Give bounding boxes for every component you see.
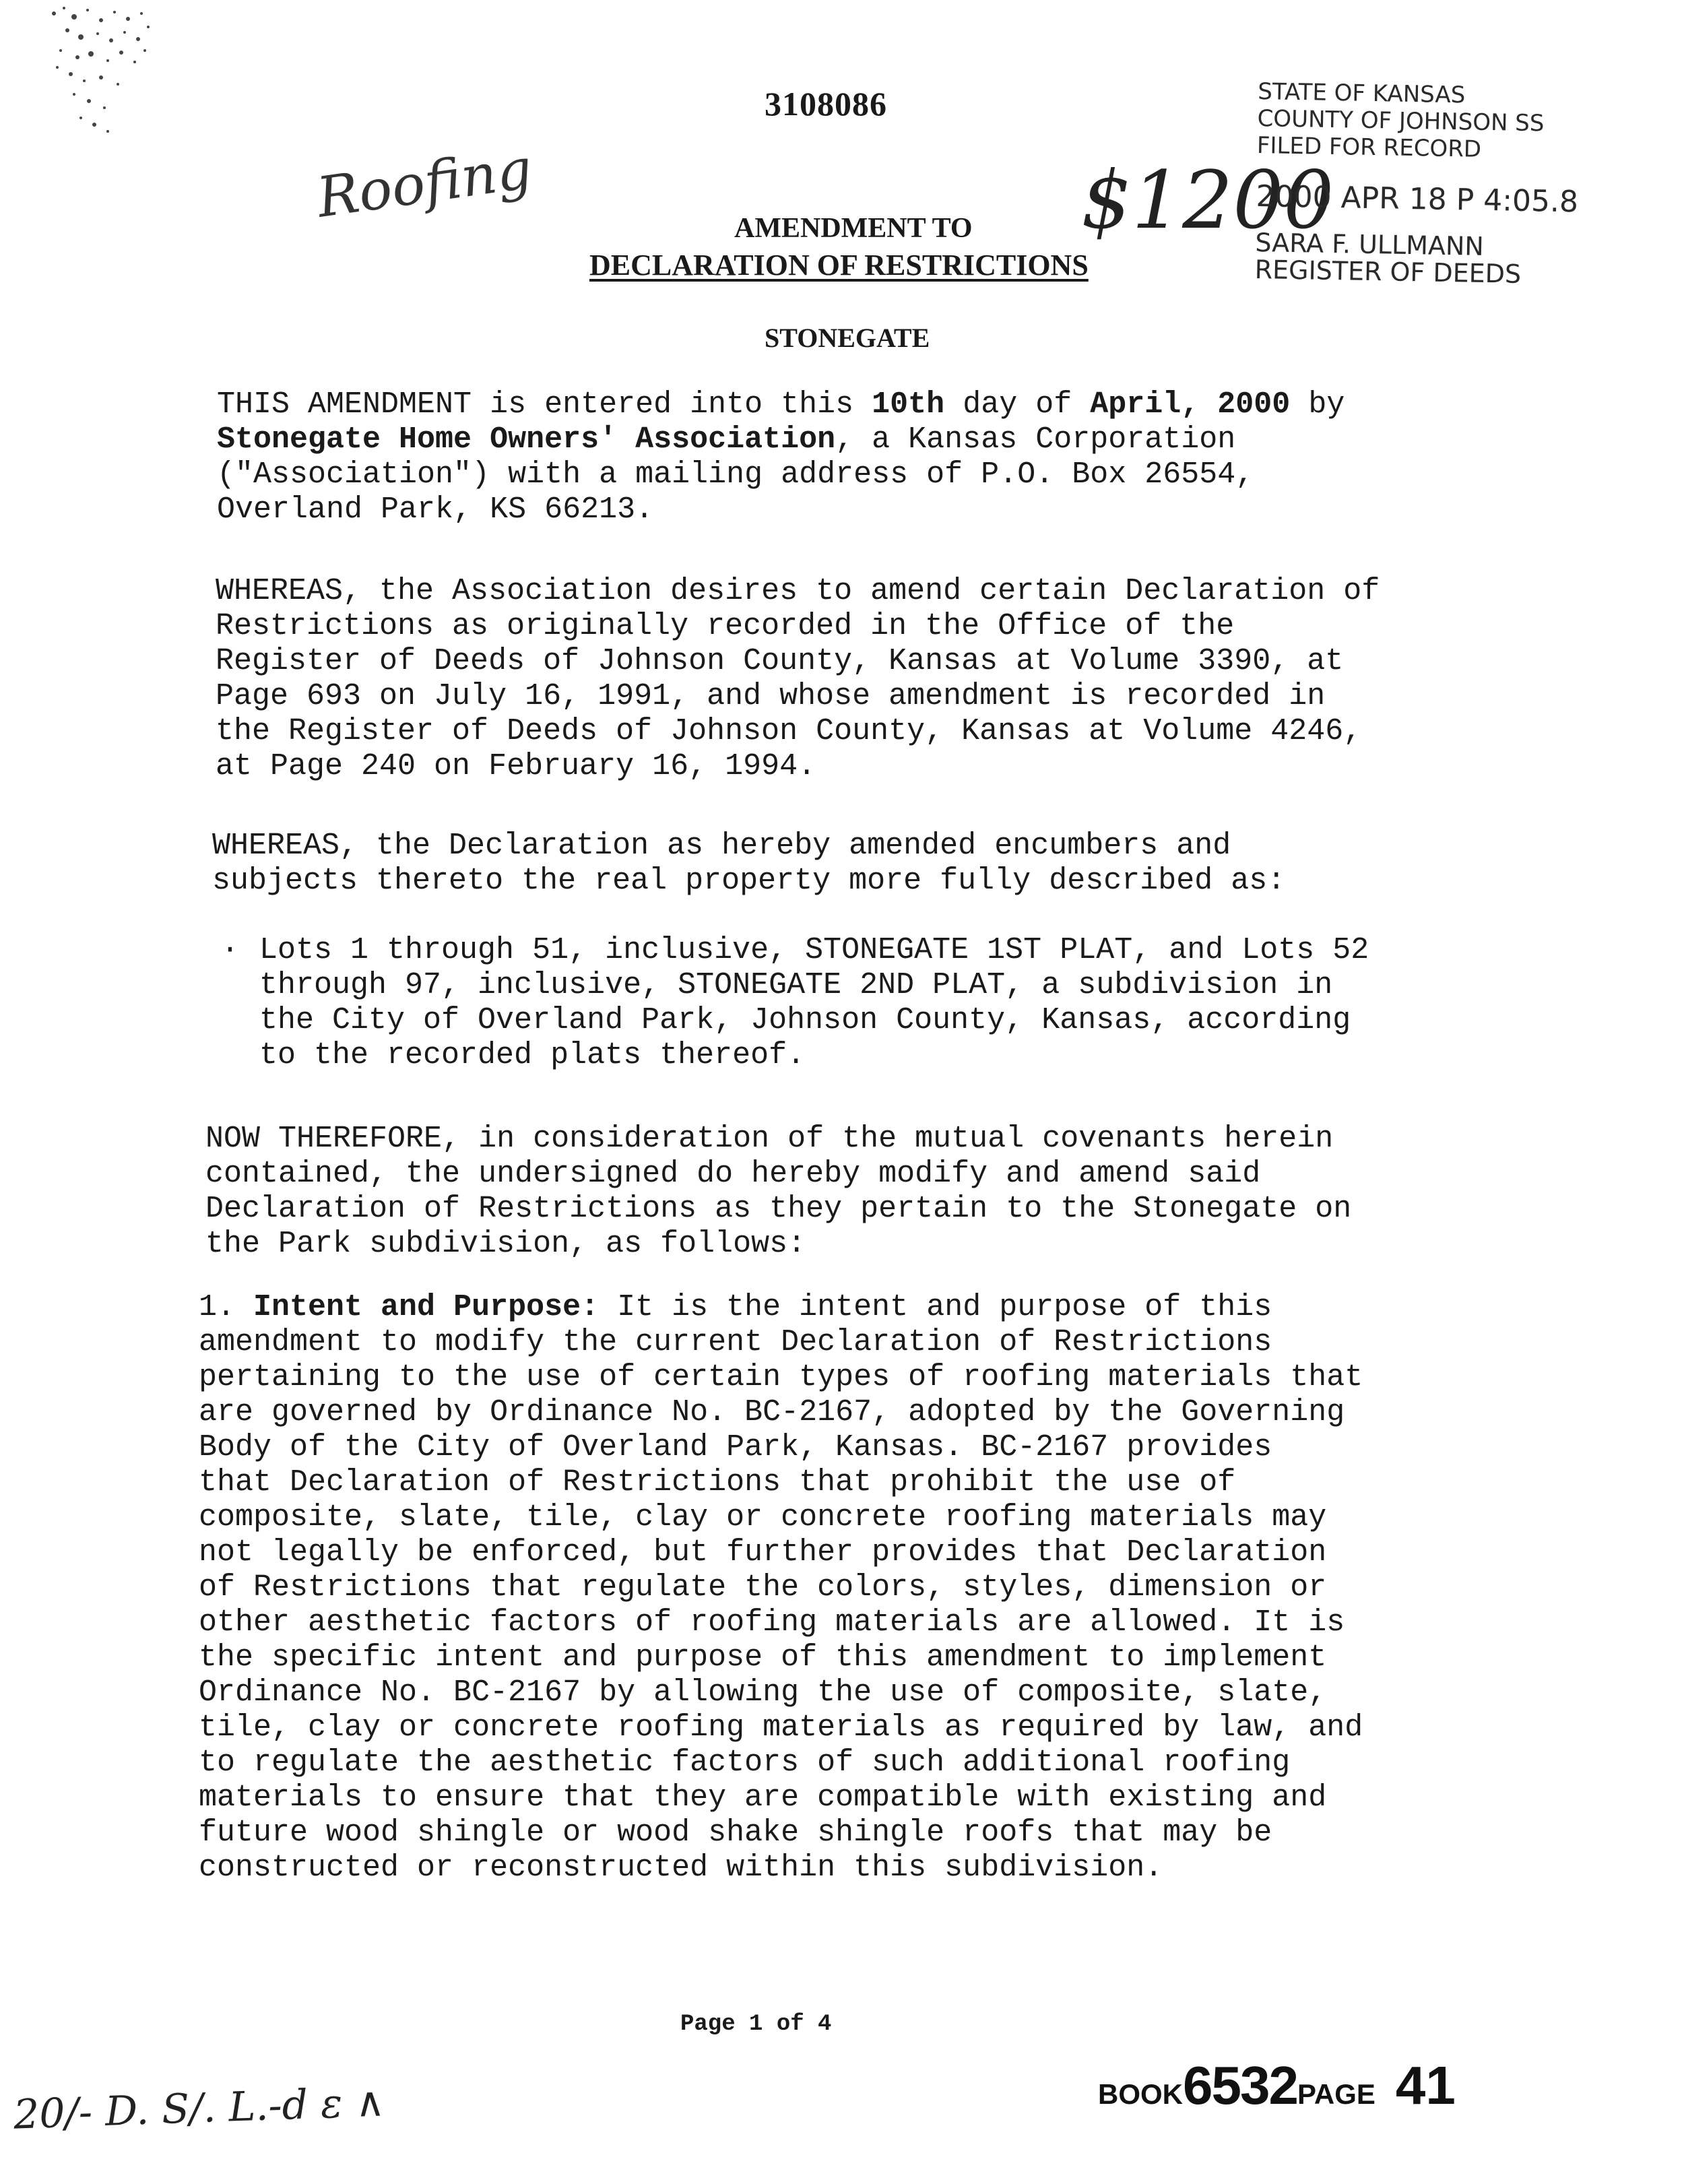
intro-lead: THIS AMENDMENT is entered into this <box>217 387 872 422</box>
stamp-register-name: SARA F. ULLMANN <box>1255 227 1485 261</box>
legal-description-bullet: · <box>221 933 240 967</box>
now-therefore-paragraph: NOW THEREFORE, in consideration of the mutual covenants herein contained, the undersigned do hereby modify and amend said Declaration of Restrictions as they pertain to the Stonegate on the Park subdivision, as follows: <box>205 1122 1352 1261</box>
page-word: PAGE <box>1297 2078 1375 2110</box>
whereas-paragraph-2: WHEREAS, the Declaration as hereby amended encumbers and subjects thereto the real property more fully described as: <box>212 829 1286 898</box>
section-1-intent <box>199 1290 1465 1886</box>
stamp-line-state: STATE OF KANSAS <box>1257 78 1466 109</box>
book-page-reference <box>1098 2055 1456 2117</box>
stamp-line-county: COUNTY OF JOHNSON SS <box>1257 105 1545 137</box>
section-1-heading: Intent and Purpose: <box>253 1290 600 1324</box>
legal-description: Lots 1 through 51, inclusive, STONEGATE 1ST PLAT, and Lots 52 through 97, inclusive, STONEGATE 2ND PLAT, a subdivision in the City of Overland Park, Johnson County, Kansas, according to the recorded plats thereof. <box>259 933 1369 1072</box>
stamp-line-filed: FILED FOR RECORD <box>1256 131 1482 163</box>
title-declaration: DECLARATION OF RESTRICTIONS <box>589 249 1089 282</box>
section-1-text: It is the intent and purpose of this amendment to modify the current Declaration of Restrictions pertaining to the use of certain types of roofing materials that are governed by Ordinance No. BC-2167, adopted by the Governing Body of the City of Overland Park, Kansas. BC-2167 provides that Declaration of Restrictions that prohibit the use of composite, slate, tile, clay or concrete roofing materials may not legally be enforced, but further provides that Declaration of Restrictions that regulate the colors, styles, dimension or other aesthetic factors of roofing materials are allowed. It is the specific intent and purpose of this amendment to implement Ordinance No. BC-2167 by allowing the use of composite, slate, tile, clay or concrete roofing materials as required by law, and to regulate the aesthetic factors of such additional roofing materials to ensure that they are compatible with existing and future wood shingle or wood shake shingle roofs that may be constructed or reconstructed within this subdivision. <box>199 1290 1363 1885</box>
intro-paragraph <box>217 387 1470 527</box>
section-1-number: 1. <box>199 1290 254 1324</box>
whereas-paragraph-1: WHEREAS, the Association desires to amend certain Declaration of Restrictions as originally recorded in the Office of the Register of Deeds of Johnson County, Kansas at Volume 3390, at Page 693 on July 16, 1991, and whose amendment is recorded in the Register of Deeds of Johnson County, Kansas at Volume 4246, at Page 240 on February 16, 1994. <box>216 574 1380 783</box>
intro-entity: Stonegate Home Owners' Association <box>217 422 836 457</box>
book-label: BOOK <box>1098 2078 1183 2110</box>
handwritten-roofing-note: Roofing <box>313 137 536 230</box>
title-amendment: AMENDMENT TO <box>734 213 973 244</box>
intro-by: by <box>1308 387 1345 422</box>
intro-mid: day of <box>944 387 1091 422</box>
intro-rest: , a Kansas Corporation ("Association") with a mailing address of P.O. Box 26554, Overland Park, KS 66213. <box>217 422 1254 527</box>
stamp-timestamp: 2000 APR 18 P 4:05.8 <box>1256 179 1579 220</box>
scan-speckle <box>40 0 158 135</box>
handwritten-fee: $1200 <box>1081 154 1334 247</box>
book-page-number: 41 <box>1395 2055 1456 2115</box>
page-indicator: Page 1 of 4 <box>680 2012 832 2037</box>
book-number: 6532 <box>1183 2055 1297 2115</box>
subtitle-stonegate: STONEGATE <box>765 323 930 353</box>
handwritten-footer-scribble: 20/- D. S/. L.-d ɛ ∧ <box>12 2078 386 2139</box>
intro-month-year: April, 2000 <box>1090 387 1291 422</box>
stamp-register-title: REGISTER OF DEEDS <box>1254 254 1522 289</box>
recording-stamp <box>1254 78 1579 289</box>
document-number: 3108086 <box>765 85 887 123</box>
intro-day: 10th <box>872 387 945 422</box>
